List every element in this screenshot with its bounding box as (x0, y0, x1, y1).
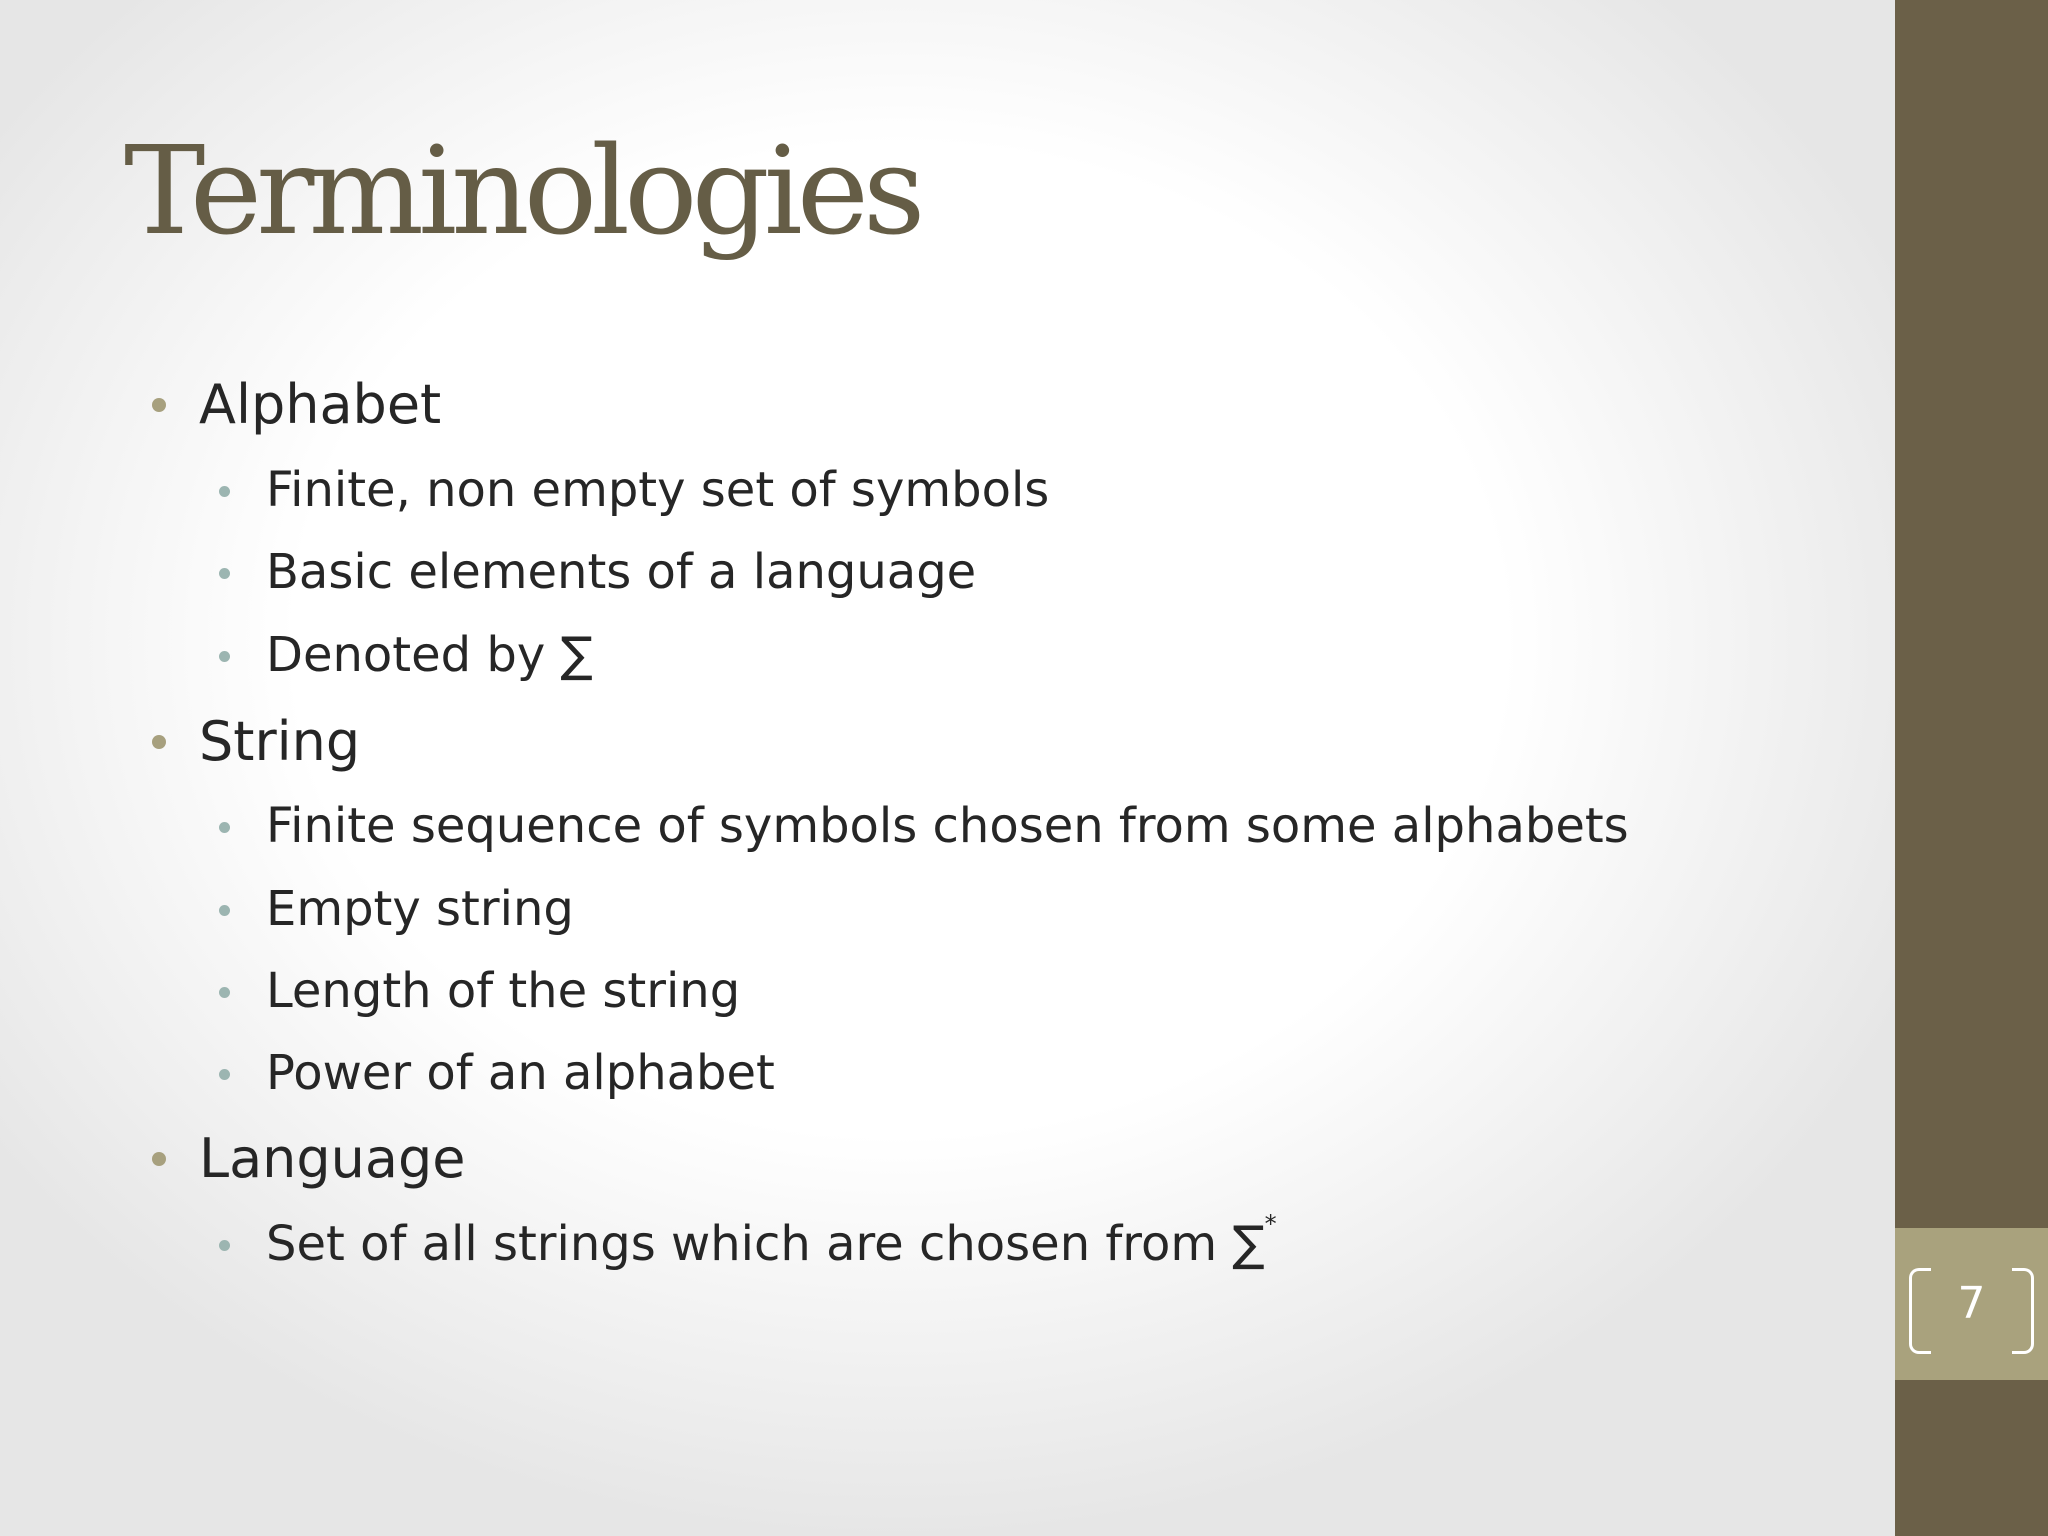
bullet-dot (152, 398, 166, 412)
sub-bullet: Finite, non empty set of symbols (266, 462, 1050, 518)
sub-bullet: Length of the string (266, 963, 741, 1019)
bullet-heading-string: String (199, 710, 361, 773)
sub-bullet: Empty string (266, 881, 574, 937)
bullet-dot (219, 1240, 230, 1251)
bullet-heading-alphabet: Alphabet (199, 373, 442, 436)
bullet-dot (219, 987, 230, 998)
sub-bullet: Power of an alphabet (266, 1045, 775, 1101)
bullet-dot (219, 568, 230, 579)
bullet-dot (219, 1069, 230, 1080)
bullet-dot (219, 822, 230, 833)
bullet-dot (152, 1152, 166, 1166)
page-number: 7 (1957, 1278, 1986, 1329)
sub-bullet: Basic elements of a language (266, 544, 977, 600)
page-number-box (1895, 1228, 2048, 1380)
slide-title: Terminologies (124, 120, 920, 262)
sub-bullet-text: Set of all strings which are chosen from ∑ (266, 1216, 1265, 1272)
bullet-dot (152, 735, 166, 749)
sub-bullet: Finite sequence of symbols chosen from some alphabets (266, 798, 1629, 854)
bullet-dot (219, 486, 230, 497)
bullet-heading-language: Language (199, 1127, 466, 1190)
superscript-star: * (1264, 1210, 1277, 1238)
bullet-dot (219, 905, 230, 916)
sub-bullet: Denoted by ∑ (266, 627, 593, 683)
sub-bullet (266, 1210, 1277, 1272)
bullet-dot (219, 651, 230, 662)
